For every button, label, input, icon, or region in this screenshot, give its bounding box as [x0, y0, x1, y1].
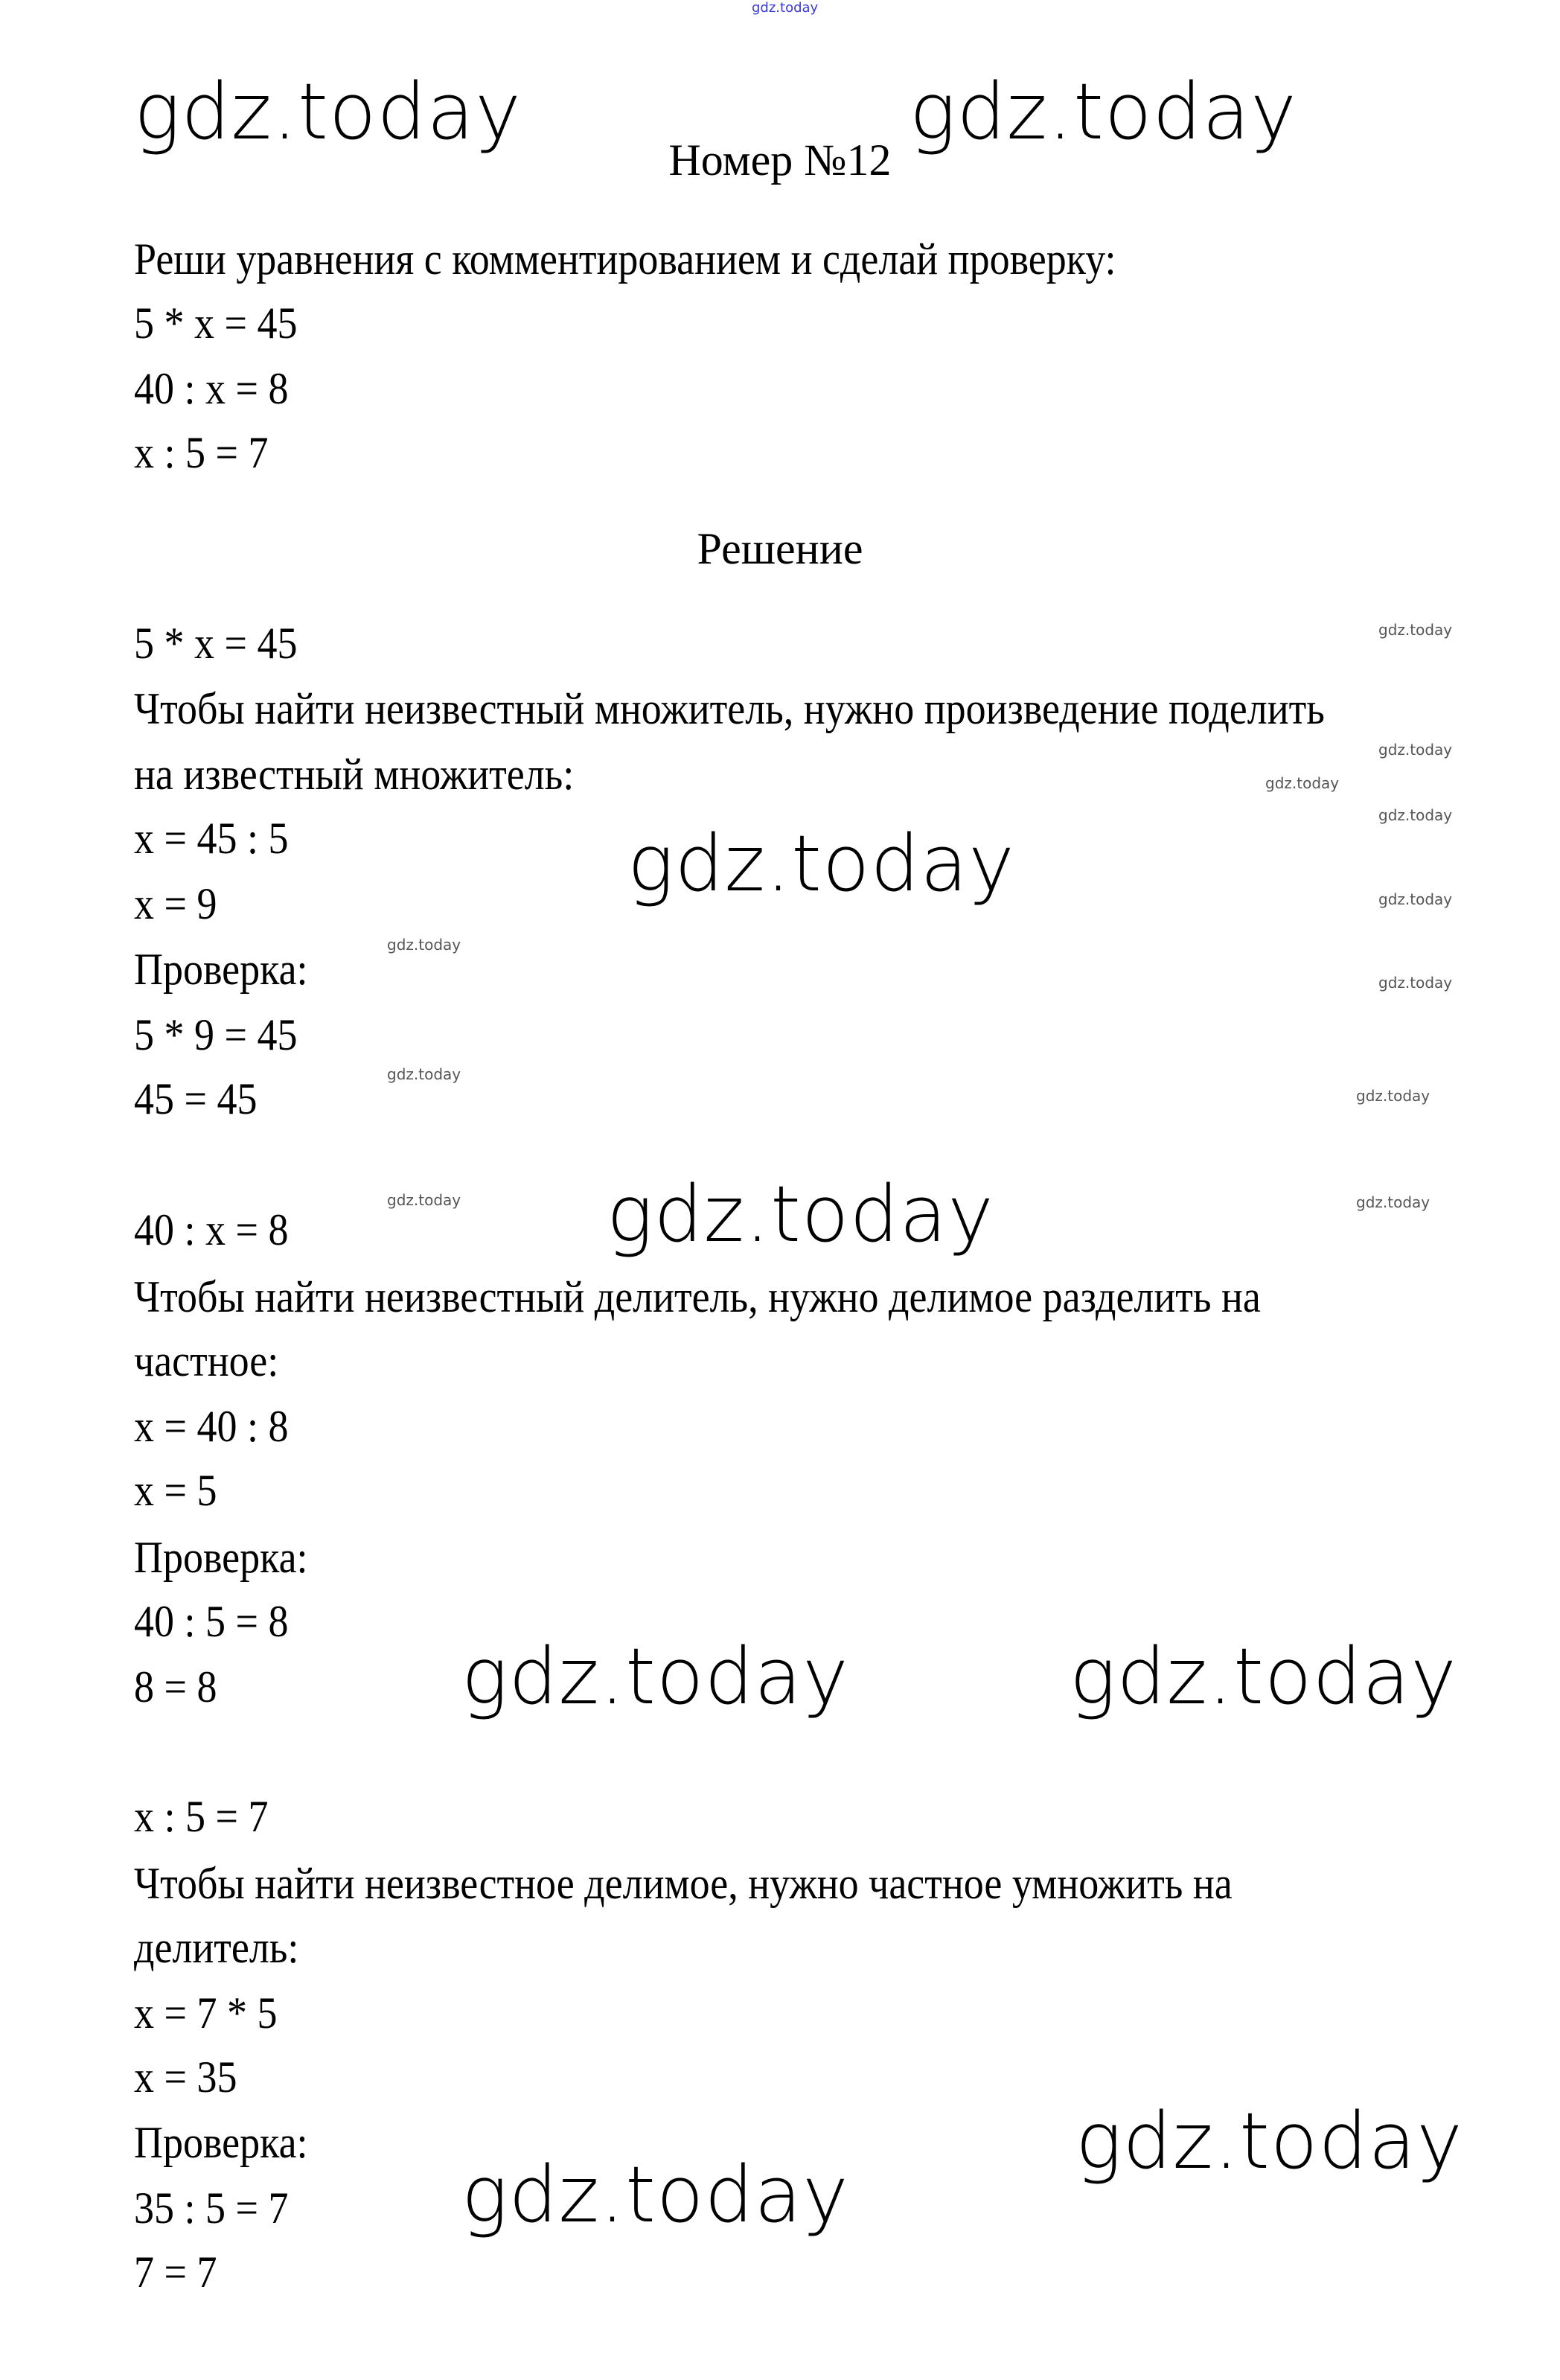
task-equation: x : 5 = 7	[134, 428, 269, 477]
page-title: Номер №12	[668, 135, 892, 185]
check-line: 7 = 7	[134, 2247, 217, 2297]
watermark: gdz.today	[1075, 2096, 1463, 2186]
check-label: Проверка:	[134, 1533, 308, 1582]
watermark-small: gdz.today	[387, 1191, 461, 1209]
task-prompt: Реши уравнения с комментированием и сделай проверку:	[134, 235, 1116, 284]
solution-step: x = 35	[134, 2052, 237, 2102]
watermark-small: gdz.today	[1378, 621, 1453, 639]
solution-step: x = 5	[134, 1466, 217, 1515]
solution-step: x = 40 : 8	[134, 1402, 289, 1451]
task-equation: 40 : x = 8	[134, 364, 289, 413]
watermark-small: gdz.today	[387, 1065, 461, 1083]
watermark-small: gdz.today	[1356, 1087, 1430, 1105]
watermark-small: gdz.today	[1378, 890, 1453, 908]
check-label: Проверка:	[134, 945, 308, 994]
watermark-small: gdz.today	[1378, 974, 1453, 992]
check-line: 8 = 8	[134, 1662, 217, 1711]
solution-rule: на известный множитель:	[134, 750, 575, 799]
watermark-small: gdz.today	[387, 936, 461, 954]
check-line: 35 : 5 = 7	[134, 2183, 289, 2233]
solution-equation: 40 : x = 8	[134, 1205, 289, 1254]
watermark: gdz.today	[910, 66, 1297, 157]
solution-rule: делитель:	[134, 1923, 299, 1972]
watermark-small: gdz.today	[1265, 774, 1340, 792]
watermark: gdz.today	[461, 1631, 849, 1722]
solution-equation: 5 * x = 45	[134, 619, 298, 668]
solution-step: x = 45 : 5	[134, 814, 289, 863]
watermark-small: gdz.today	[1378, 741, 1453, 759]
solution-equation: x : 5 = 7	[134, 1792, 269, 1841]
solution-rule: Чтобы найти неизвестный множитель, нужно произведение поделить	[134, 684, 1325, 733]
watermark: gdz.today	[461, 2149, 849, 2240]
check-line: 5 * 9 = 45	[134, 1010, 298, 1059]
solution-heading: Решение	[697, 524, 863, 573]
check-line: 45 = 45	[134, 1074, 258, 1123]
task-equation: 5 * x = 45	[134, 299, 298, 348]
check-line: 40 : 5 = 8	[134, 1597, 289, 1646]
watermark-top: gdz.today	[752, 0, 819, 16]
watermark: gdz.today	[607, 1169, 994, 1260]
check-label: Проверка:	[134, 2118, 308, 2167]
watermark-small: gdz.today	[1378, 806, 1453, 824]
watermark: gdz.today	[1070, 1631, 1457, 1722]
watermark: gdz.today	[627, 818, 1015, 909]
watermark-small: gdz.today	[1356, 1193, 1430, 1211]
solution-step: x = 7 * 5	[134, 1988, 278, 2038]
watermark: gdz.today	[134, 66, 522, 157]
solution-rule: Чтобы найти неизвестный делитель, нужно делимое разделить на	[134, 1272, 1261, 1321]
solution-rule: частное:	[134, 1336, 279, 1385]
solution-rule: Чтобы найти неизвестное делимое, нужно частное умножить на	[134, 1859, 1233, 1908]
solution-step: x = 9	[134, 879, 217, 928]
